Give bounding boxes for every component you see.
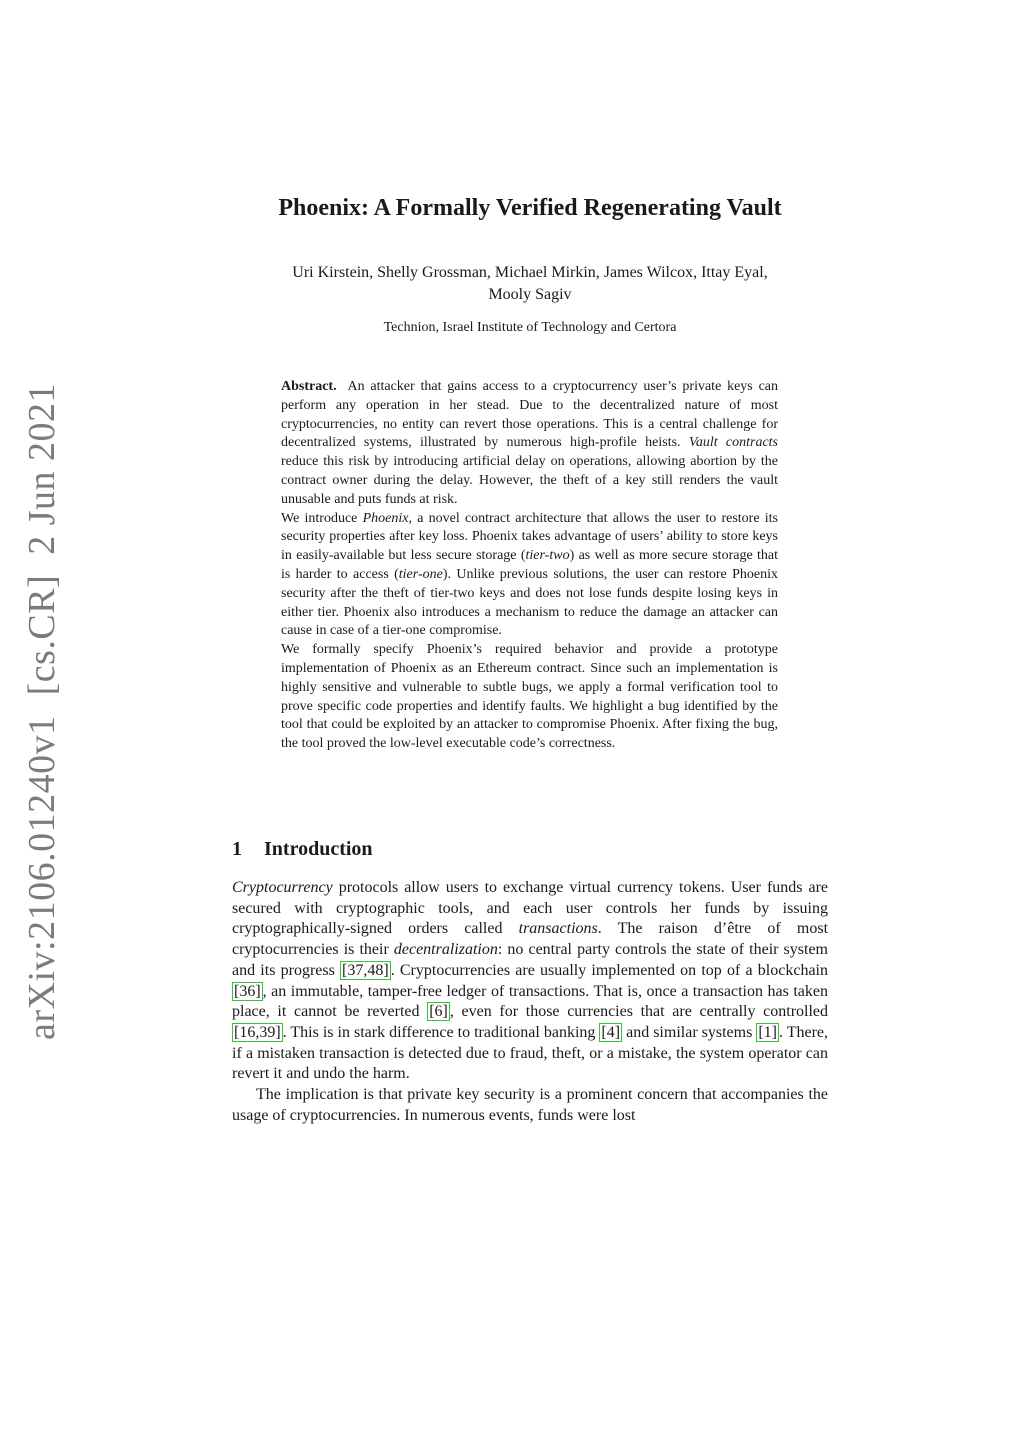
body-emphasis: decentralization [393, 941, 498, 959]
arxiv-sidebar-stamp [12, 382, 72, 1040]
abstract-paragraph-1 [281, 378, 778, 510]
abstract-label: Abstract. [281, 379, 337, 394]
arxiv-date: 2 Jun 2021 [21, 382, 63, 555]
abstract-emphasis: Phoenix [362, 510, 409, 526]
paper-title: Phoenix: A Formally Verified Regenerating Vault [278, 195, 782, 221]
body-text: . This is in stark difference to traditional banking [282, 1023, 596, 1041]
citation-link[interactable]: [36] [234, 982, 261, 1000]
body-text: . Cryptocurrencies are usually implemented on top of a blockchain [390, 961, 829, 979]
citation-link[interactable]: [1] [758, 1023, 777, 1041]
citation-link[interactable]: [4] [601, 1023, 621, 1041]
body-text: , an immutable, tamper-free ledger of transactions. That is, once a transaction has taken place, it cannot be reverted [232, 982, 828, 1021]
abstract-emphasis: tier-one [398, 566, 443, 582]
authors-line-2: Mooly Sagiv [488, 286, 572, 303]
authors-line-1: Uri Kirstein, Shelly Grossman, Michael Mirkin, James Wilcox, Ittay Eyal, [292, 264, 768, 281]
abstract-text: ). Unlike previous solutions, the user can restore Phoenix security after the theft of tier-two keys and does not lose funds despite losing keys in either tier. Phoenix also introduces a mechanism to reduce the damage an attacker can cause in case of a tier-one compromise. [281, 566, 778, 639]
affiliation: Technion, Israel Institute of Technology and Certora [383, 320, 677, 335]
abstract-emphasis: Vault contracts [688, 435, 778, 451]
body-text: , even for those currencies that are centrally controlled [449, 1003, 829, 1021]
arxiv-category: [cs.CR] [21, 574, 63, 696]
section-title: Introduction [264, 838, 373, 860]
body-text: protocols allow users to exchange virtual currency tokens. User funds are secured with cryptographic tools, and each user controls her funds by issuing cryptographically-signed orders called [232, 879, 828, 938]
abstract [281, 378, 778, 754]
section-heading-introduction [232, 838, 373, 861]
abstract-paragraph-2 [281, 510, 778, 642]
body-text: : no central party controls the state of their system and its progress [232, 941, 828, 979]
citation-link[interactable]: [6] [429, 1003, 448, 1021]
abstract-paragraph-3: We formally specify Phoenix’s required behavior and provide a prototype implementation of Phoenix as an Ethereum contract. Since such an implementation is highly sensitive and vulnerable to subtle bugs, we apply a formal verification tool to prove specific code properties and identify faults. We highlight a bug identified by the tool that could be exploited by an attacker to compromise Phoenix. After fixing the bug, the tool proved the low-level executable code’s correctness. [281, 642, 778, 752]
abstract-emphasis: tier-two [525, 548, 570, 564]
author-list [232, 262, 828, 306]
arxiv-identifier[interactable]: arXiv:2106.01240v1 [21, 715, 63, 1040]
intro-paragraph-1 [232, 878, 828, 1085]
citation-link[interactable]: [16,39] [234, 1023, 281, 1041]
introduction-body [232, 878, 828, 1126]
abstract-text: We introduce [281, 510, 358, 526]
body-emphasis: Cryptocurrency [232, 879, 333, 896]
section-number: 1 [232, 838, 242, 860]
body-text: . There, if a mistaken transaction is detected due to fraud, theft, or a mistake, the system operator can revert it and undo the harm. [232, 1023, 829, 1083]
intro-paragraph-2: The implication is that private key security is a prominent concern that accompanies the usage of cryptocurrencies. In numerous events, funds were lost [232, 1086, 828, 1124]
abstract-text: ) as well as more secure storage that is harder to access ( [281, 548, 778, 582]
body-text: and similar systems [626, 1023, 753, 1041]
body-text: . The raison d’être of most cryptocurrencies is their [232, 920, 829, 959]
body-emphasis: transactions [518, 920, 598, 938]
abstract-text: An attacker that gains access to a cryptocurrency user’s private keys can perform any operation in her stead. Due to the decentralized nature of most cryptocurrencies, no entity can revert those operations. This is a central challenge for decentralized systems, illustrated by numerous high-profile heists. [281, 379, 778, 451]
abstract-text: , a novel contract architecture that allows the user to restore its security properties after key loss. Phoenix takes advantage of users’ ability to store keys in easily-available but less secure storage ( [281, 510, 778, 564]
citation-link[interactable]: [37,48] [342, 961, 389, 979]
abstract-text: reduce this risk by introducing artificial delay on operations, allowing abortion by the contract owner during the delay. However, the theft of a key still renders the vault unusable and puts funds at risk. [281, 454, 778, 507]
